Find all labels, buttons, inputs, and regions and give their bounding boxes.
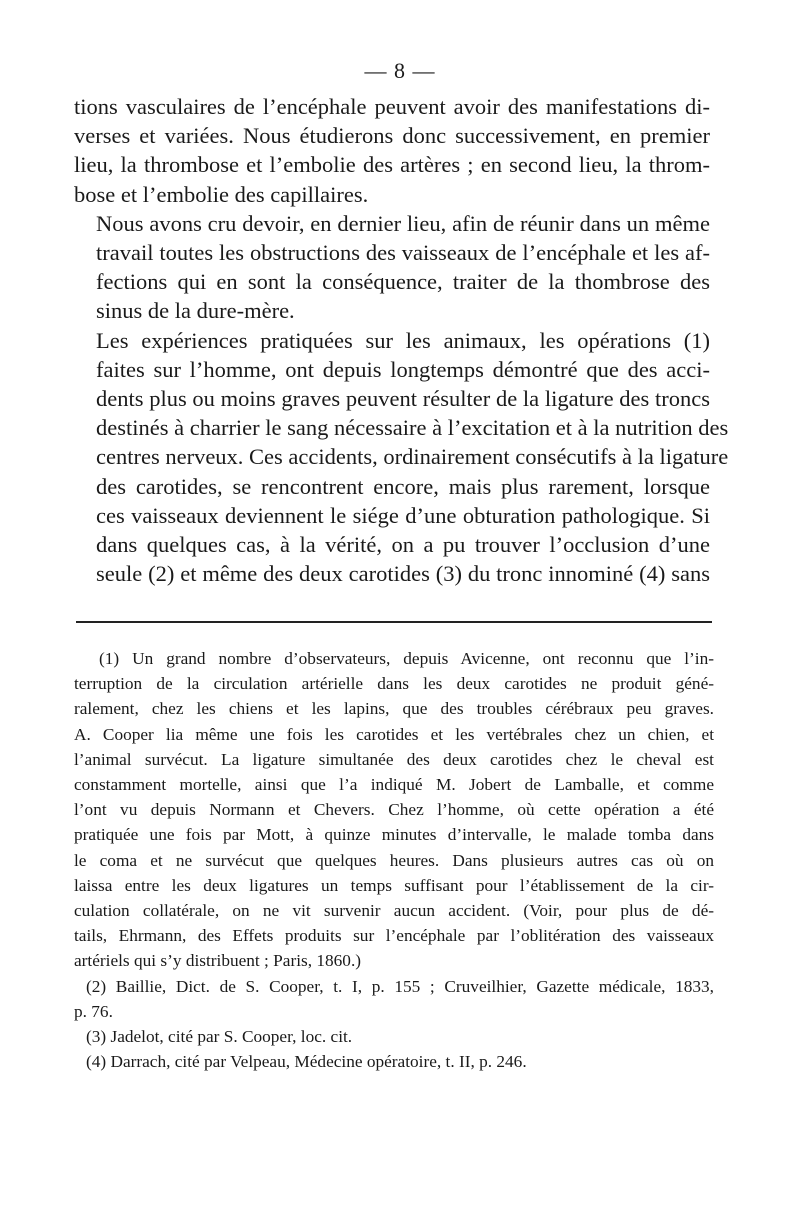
text-line: tails, Ehrmann, des Effets produits sur l’encéphale par l’oblitération des vaisseaux [74,926,714,946]
text-line: (1) Un grand nombre d’observateurs, depuis Avicenne, ont reconnu que l’in- [99,649,714,668]
text-line: travail toutes les obstructions des vaisseaux de l’encéphale et les af- [96,240,710,266]
paragraph [74,209,710,326]
text-line: Nous avons cru devoir, en dernier lieu, afin de réunir dans un même [96,210,710,236]
text-line: Les expériences pratiquées sur les animaux, les opérations (1) [96,327,710,353]
text-line: (3) Jadelot, cité par S. Cooper, loc. cit. [86,1027,353,1047]
text-line: constamment mortelle, ainsi que l’a indiqué M. Jobert de Lamballe, et comme [74,775,714,795]
text-line: dans quelques cas, à la vérité, on a pu trouver l’occlusion d’une [96,532,710,558]
footnote-4 [74,1049,714,1074]
text-line: (4) Darrach, cité par Velpeau, Médecine opératoire, t. II, p. 246. [86,1052,527,1072]
text-line: faites sur l’homme, ont depuis longtemps démontré que des acci- [96,356,710,382]
text-line: l’ont vu depuis Normann et Chevers. Chez l’homme, où cette opération a été [74,800,714,820]
text-line: fections qui en sont la conséquence, traiter de la thombrose des [96,269,710,295]
paragraph [74,326,729,589]
text-line: destinés à charrier le sang nécessaire à l’excitation et à la nutrition des [96,415,729,441]
text-line: terruption de la circulation artérielle dans les deux carotides ne produit géné- [74,674,714,694]
text-line: p. 76. [74,1001,113,1021]
text-line: ralement, chez les chiens et les lapins, que des troubles cérébraux peu graves. [74,699,714,719]
text-line: laissa entre les deux ligatures un temps suffisant pour l’établissement de la cir- [74,875,714,895]
text-line: dents plus ou moins graves peuvent résulter de la ligature des troncs [96,386,710,412]
text-line: tions vasculaires de l’encéphale peuvent avoir des manifestations di- [74,94,710,119]
footnote-2-cont [74,999,714,1024]
text-line: culation collatérale, on ne vit survenir aucun accident. (Voir, pour plus de dé- [74,901,714,921]
paragraph [74,92,710,209]
footnote-divider [76,621,712,623]
footnote-1-cont [74,671,714,973]
text-line: pratiquée une fois par Mott, à quinze minutes d’intervalle, le malade tomba dans [74,825,714,845]
text-line: artériels qui s’y distribuent ; Paris, 1860.) [74,951,362,971]
text-line: verses et variées. Nous étudierons donc successivement, en premier [74,123,710,149]
text-line: lieu, la thrombose et l’embolie des artères ; en second lieu, la throm- [74,152,710,178]
footnote-1 [74,646,714,671]
text-line: l’animal survécut. La ligature simultanée des deux carotides chez le cheval est [74,749,714,769]
text-line: bose et l’embolie des capillaires. [74,181,369,207]
body-text [74,92,729,588]
text-line: sinus de la dure-mère. [96,298,295,324]
text-line: (2) Baillie, Dict. de S. Cooper, t. I, p. 155 ; Cruveilhier, Gazette médicale, 1833, [86,976,714,996]
page-number: — 8 — [364,58,436,83]
text-line: le coma et ne survécut que quelques heures. Dans plusieurs autres cas où on [74,850,714,870]
text-line: des carotides, se rencontrent encore, mais plus rarement, lorsque [96,473,710,499]
footnote-2 [74,974,714,999]
text-line: seule (2) et même des deux carotides (3) du tronc innominé (4) sans [96,561,710,587]
text-line: centres nerveux. Ces accidents, ordinairement consécutifs à la ligature [96,444,729,470]
text-line: A. Cooper lia même une fois les carotides et les vertébrales chez un chien, et [74,724,714,744]
footnote-3 [74,1024,714,1049]
text-line: ces vaisseaux deviennent le siége d’une obturation pathologique. Si [96,502,710,528]
footnotes [74,646,714,1074]
